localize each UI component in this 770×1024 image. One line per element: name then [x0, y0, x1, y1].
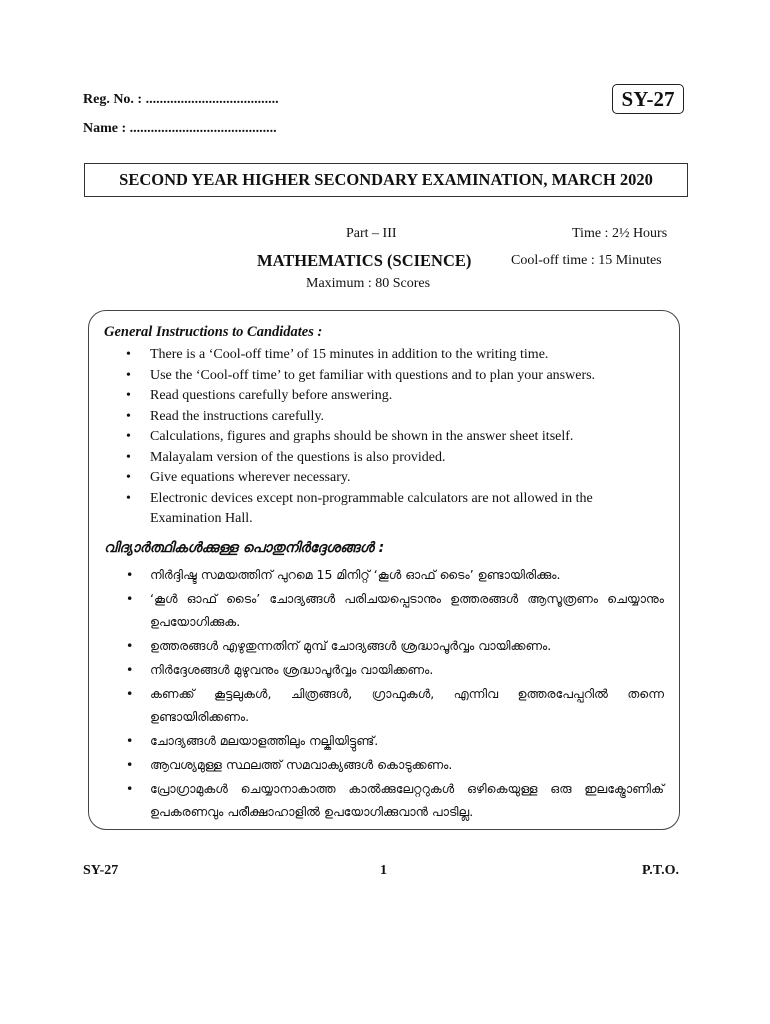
please-turn-over: P.T.O. [642, 863, 679, 878]
malayalam-instructions-list [104, 563, 664, 824]
malayalam-instruction-item: • ഉത്തരങ്ങൾ എഴുതുന്നതിന് മുമ്പ് ചോദ്യങ്ങൾ ശ്രദ്ധാപൂർവ്വം വായിക്കണം. [104, 634, 664, 657]
exam-time: Time : 2½ Hours [572, 226, 668, 241]
instruction-item: • Use the ‘Cool-off time’ to get familiar with questions and to plan your answers. [104, 366, 664, 387]
maximum-scores: Maximum : 80 Scores [306, 276, 431, 291]
instruction-item: • Calculations, figures and graphs should be shown in the answer sheet itself. [104, 427, 664, 448]
malayalam-instruction-item: • കണക്ക് കൂട്ടലുകൾ, ചിത്രങ്ങൾ, ഗ്രാഫുകൾ, എന്നിവ ഉത്തരപേപ്പറിൽ തന്നെ ഉണ്ടായിരിക്കണം. [104, 682, 664, 728]
malayalam-instruction-item: • ‘കൂൾ ഓഫ് ടൈം’ ചോദ്യങ്ങൾ പരിചയപ്പെടാനും ഉത്തരങ്ങൾ ആസൂത്രണം ചെയ്യാനും ഉപയോഗിക്കുക. [104, 587, 664, 633]
malayalam-instruction-item: • പ്രോഗ്രാമുകൾ ചെയ്യാനാകാത്ത കാൽക്കുലേറ്ററുകൾ ഒഴികെയുള്ള ഒരു ഇലക്ട്രോണിക് ഉപകരണവും പരീക്ഷാഹാളിൽ ഉപയോഗിക്കുവാൻ പാടില്ല. [104, 777, 664, 823]
paper-code-badge: SY-27 [612, 84, 684, 114]
name-field: Name : .......................................... [83, 121, 277, 136]
page-number: 1 [380, 863, 387, 878]
exam-part: Part – III [346, 226, 397, 241]
malayalam-instruction-item: • നിർദ്ദേശങ്ങൾ മുഴുവനും ശ്രദ്ധാപൂർവ്വം വായിക്കണം. [104, 658, 664, 681]
instruction-item: • Read the instructions carefully. [104, 407, 664, 428]
footer-paper-code: SY-27 [83, 863, 119, 878]
cool-off-time: Cool-off time : 15 Minutes [511, 253, 662, 268]
exam-subject: MATHEMATICS (SCIENCE) [257, 251, 472, 270]
malayalam-instruction-item: • ചോദ്യങ്ങൾ മലയാളത്തിലും നല്കിയിട്ടുണ്ട്. [104, 729, 664, 752]
instruction-item: • Electronic devices except non-programmable calculators are not allowed in the Examination Hall. [104, 489, 664, 530]
instruction-item: • Give equations wherever necessary. [104, 468, 664, 489]
malayalam-instruction-item: • നിർദ്ദിഷ്ട സമയത്തിന് പുറമെ 15 മിനിറ്റ് ‘കൂൾ ഓഫ് ടൈം’ ഉണ്ടായിരിക്കും. [104, 563, 664, 586]
malayalam-instructions-heading: വിദ്യാർത്ഥികൾക്കുള്ള പൊതുനിർദ്ദേശങ്ങൾ : [104, 540, 385, 556]
instruction-item: • There is a ‘Cool-off time’ of 15 minutes in addition to the writing time. [104, 345, 664, 366]
exam-title: SECOND YEAR HIGHER SECONDARY EXAMINATION, MARCH 2020 [84, 163, 688, 197]
instructions-list [104, 345, 664, 530]
instruction-item: • Read questions carefully before answering. [104, 386, 664, 407]
reg-no-field: Reg. No. : ...................................... [83, 92, 279, 107]
instruction-item: • Malayalam version of the questions is also provided. [104, 448, 664, 469]
instructions-heading: General Instructions to Candidates : [104, 324, 323, 340]
malayalam-instruction-item: • ആവശ്യമുള്ള സ്ഥലത്ത് സമവാക്യങ്ങൾ കൊടുക്കണം. [104, 753, 664, 776]
